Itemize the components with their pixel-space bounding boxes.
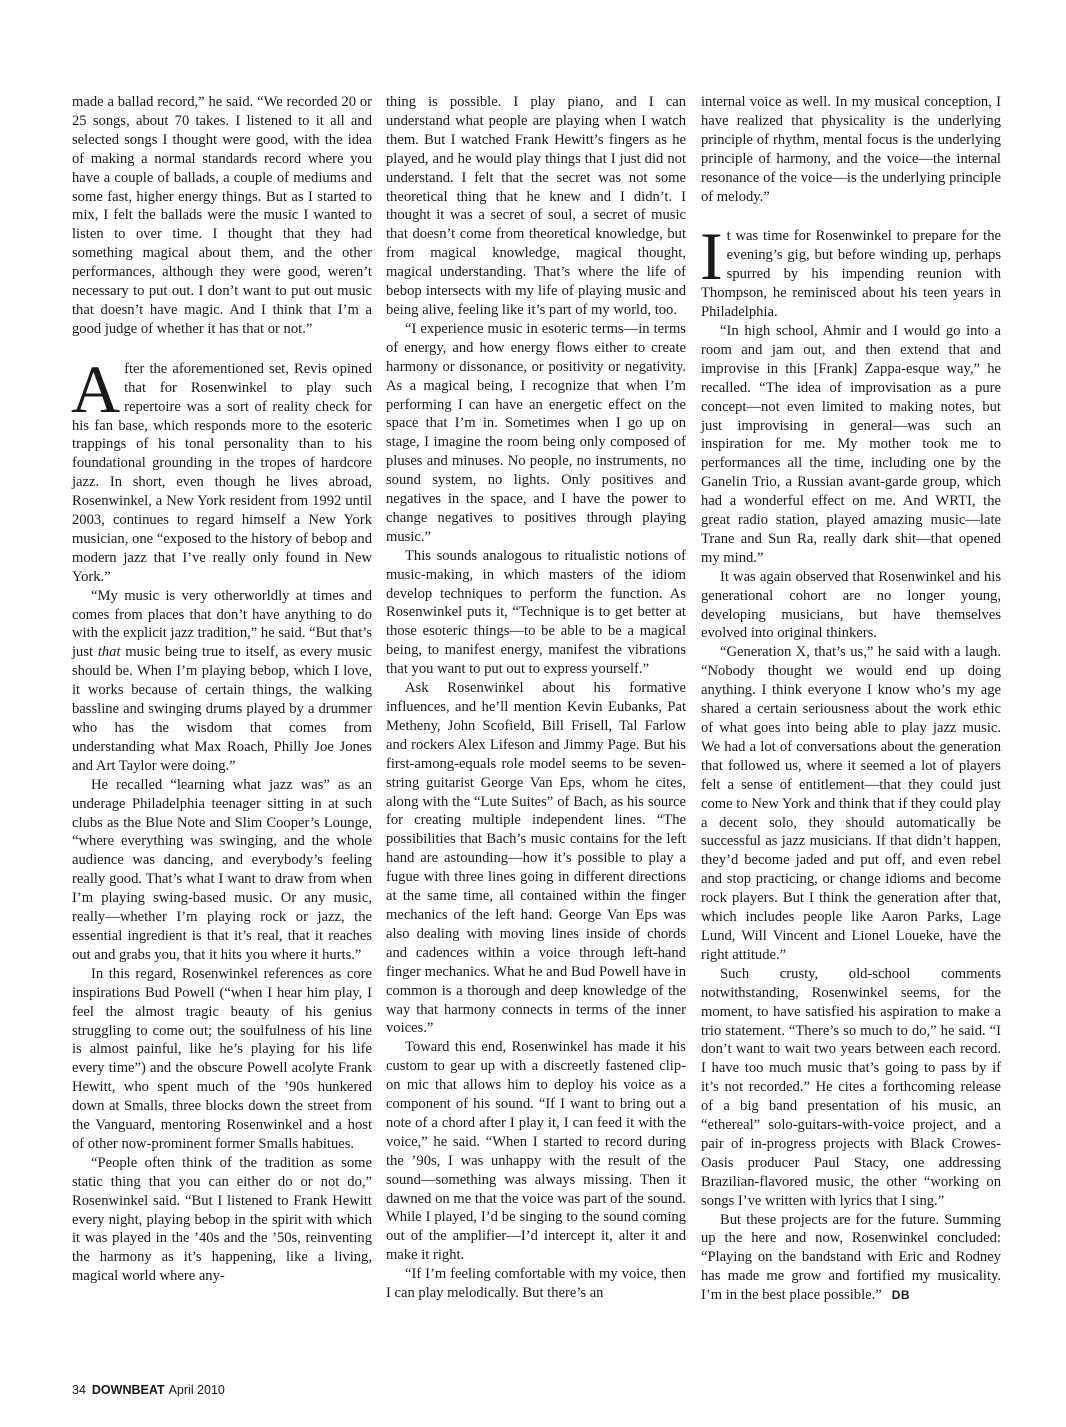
paragraph-text: “My music is very otherworldly at times and comes from places that don’t have anything to do with the explicit jazz tradition,” he said. “But that’s just [72, 587, 372, 661]
article-column-3 [701, 93, 1001, 1305]
paragraph-text: fter the aforementioned set, Revis opined that for Rosenwinkel to play such repertoire was a sort of reality check for his fan base, which responds more to the esoteric trappings of his tonal personality than to his foundational grounding in the tropes of hardcore jazz. In short, even though he lives abroad, Rosenwinkel, a New York resident from 1992 until 2003, continues to regard himself a New York musician, one “exposed to the history of bebop and modern jazz that I’ve really only found in New York.” [72, 360, 372, 585]
paragraph-text: t was time for Rosenwinkel to prepare for the evening’s gig, but before winding up, perhaps spurred by his impending reunion with Thompson, he reminisced about his teen years in Philadelphia. [701, 228, 1001, 321]
page-number: 34 [72, 1383, 86, 1397]
paragraph-text: But these projects are for the future. Summing up the here and now, Rosenwinkel concluded: “Playing on the bandstand with Eric and Rodney has made me grow and fortified my musicality. I’m in the best place possible.” [701, 1211, 1001, 1304]
paragraph: It was again observed that Rosenwinkel and his generational cohort are no longer young, developing musicians, but have themselves evolved into original thinkers. [701, 568, 1001, 642]
paragraph: internal voice as well. In my musical conception, I have realized that physicality is the underlying principle of rhythm, mental focus is the underlying principle of harmony, and the voice—the internal resonance of the voice—is the underlying principle of melody.” [701, 94, 1001, 205]
paragraph [72, 587, 372, 776]
issue-date: April 2010 [168, 1383, 225, 1397]
magazine-name: DOWNBEAT [91, 1383, 165, 1397]
paragraph: Toward this end, Rosenwinkel has made it his custom to gear up with a discreetly fastened clip-on mic that allows him to deploy his voice as a component of his sound. “If I want to bring out a note of a chord after I play it, I can feed it with the voice,” he said. “When I started to record during the ’90s, I was unhappy with the result of the sound—something was always missing. Then it dawned on me that the voice was part of the sound. While I played, I’d be singing to the sound coming out of the amplifier—I’d intercept it, alter it and make it right. [386, 1039, 686, 1264]
drop-cap: A [71, 350, 121, 427]
paragraph: This sounds analogous to ritualistic notions of music-making, in which masters of the idiom develop techniques to perform the function. As Rosenwinkel puts it, “Technique is to get better at those esoteric things—to be able to be a magical being, to manifest energy, manifest the vibrations that you want to put out to express yourself.” [386, 547, 686, 678]
paragraph: Ask Rosenwinkel about his formative influences, and he’ll mention Kevin Eubanks, Pat Metheny, John Scofield, Bill Frisell, Tal Farlow and rockers Alex Lifeson and Jimmy Page. But his first-among-equals role model seems to be seven-string guitarist George Van Eps, whom he cites, along with the “Lute Suites” of Bach, as his source for creating multiple independent lines. “The possibilities that Bach’s music contains for the left hand are astounding—how it’s possible to play a fugue with three lines going in different directions at the same time, all contained within the finger mechanics of the left hand. George Van Eps was also dealing with moving lines inside of chords and cadences within a voice through left-hand finger mechanics. What he and Bud Powell have in common is a thorough and deep knowledge of the way that harmony connects in terms of the inner voices.” [386, 680, 686, 1037]
drop-cap: I [700, 218, 723, 295]
end-mark: DB [891, 1288, 911, 1303]
paragraph [701, 1211, 1001, 1306]
paragraph: “In high school, Ahmir and I would go into a room and jam out, and then extend that and improvise in this [Frank] Zappa-esque way,” he recalled. “The idea of improvisation as a pure concept—not even limited to making notes, but just improvising in general—was such an inspiration for me. My mother took me to performances all the time, including one by the Ganelin Trio, a Russian avant-garde group, which had a wonderful effect on me. And WRTI, the great radio station, played amazing music—late Trane and Sun Ra, really dark shit—that opened my mind.” [701, 322, 1001, 566]
paragraph-text: music being true to itself, as every music should be. When I’m playing bebop, which I love, it works because of certain things, the walking bassline and swinging drums played by a drummer who has the wisdom that comes from understanding what Max Roach, Philly Joe Jones and Art Taylor were doing.” [72, 644, 373, 774]
paragraph-dropcap [71, 350, 372, 587]
paragraph: “If I’m feeling comfortable with my voice, then I can play melodically. But there’s an [386, 1266, 686, 1302]
paragraph: “I experience music in esoteric terms—in terms of energy, and how energy flows either to create harmony or dissonance, or positivity or negativity. As a magical being, I recognize that when I’m performing I can have an energetic effect on the space that I’m in. Sometimes when I go up on stage, I imagine the room being only composed of pluses and minuses. No people, no instruments, no sound system, no lights. Only positives and negatives in the space, and I have the power to change negatives to positives through playing music.” [386, 320, 686, 545]
paragraph: thing is possible. I play piano, and I can understand what people are playing when I watch them. But I watched Frank Hewitt’s fingers as he played, and he would play things that I just did not understand. I felt that the secret was not some theoretical thing that he knew and I didn’t. I thought it was a secret of soul, a secret of music that doesn’t come from theoretical knowledge, but from magical knowledge, magical thought, magical understanding. That’s where the life of bebop intersects with my life of playing music and being alive, feeling like it’s part of my world, too. [386, 94, 686, 318]
paragraph: He recalled “learning what jazz was” as an underage Philadelphia teenager sitting in at such clubs as the Blue Note and Slim Cooper’s Lounge, “where everything was swinging, and the whole audience was dancing, and everybody’s feeling really good. That’s what I want to draw from when I’m playing swing-based music. Or any music, really—whether I’m playing rock or jazz, the essential ingredient is that it’s real, that it reaches out and grabs you, that it hits you where it hurts.” [72, 776, 372, 963]
paragraph-dropcap [700, 218, 1001, 322]
paragraph: In this regard, Rosenwinkel references as core inspirations Bud Powell (“when I hear him play, I feel the almost tragic beauty of his genius struggling to come out; the soulfulness of his line is almost painful, like he’s playing for his life every time”) and the obscure Powell acolyte Frank Hewitt, who spent much of the ’90s hunkered down at Smalls, three blocks down the street from the Vanguard, mentoring Rosenwinkel and a host of other now-prominent former Smalls habitues. [72, 965, 372, 1152]
paragraph: “Generation X, that’s us,” he said with a laugh. “Nobody thought we would end up doing anything. I think everyone I know who’s my age shared a certain seriousness about the work ethic of what goes into being able to play jazz music. We had a lot of conversations about the generation that followed us, where it seemed a lot of players felt a sense of entitlement—that they could just come to New York and think that if they could play a decent solo, they should automatically be successful as jazz musicians. If that didn’t happen, they’d become jaded and put off, and even rebel and stop practicing, or change idioms and become rock players. But I think the generation after that, which includes people like Aaron Parks, Lage Lund, Will Vincent and Lionel Loueke, have the right attitude.” [701, 644, 1001, 963]
emphasis-text: that [97, 644, 121, 661]
article-column-2 [386, 93, 686, 1303]
paragraph: made a ballad record,” he said. “We recorded 20 or 25 songs, about 70 takes. I listened to it all and selected songs I thought were good, with the idea of making a normal standards record where you have a couple of ballads, a couple of mediums and some fast, higher energy things. But as I started to mix, I felt the ballads were the music I wanted to listen to over time. I thought that they had something magical about them, and the other performances, although they were good, weren’t necessary to put out. I don’t want to put out music that doesn’t have magic. And I think that I’m a good judge of whether it has that or not.” [72, 94, 372, 337]
paragraph: Such crusty, old-school comments notwithstanding, Rosenwinkel seems, for the moment, to have satisfied his aspiration to make a trio statement. “There’s so much to do,” he said. “I don’t want to wait two years between each record. I have too much music that’s going to pass by if it’s not recorded.” He cites a forthcoming release of a big band presentation of his music, an “ethereal” solo-guitars-with-voice project, and a pair of in-progress projects with Black Crowes-Oasis producer Paul Stacy, one addressing Brazilian-flavored music, the other “working on songs I’ve written with lyrics that I sing.” [701, 965, 1001, 1209]
page-footer [72, 1383, 225, 1397]
paragraph: “People often think of the tradition as some static thing that you can either do or not do,” Rosenwinkel said. “But I listened to Frank Hewitt every night, playing bebop in the spirit with which it was played in the ’40s and the ’50s, reinventing the harmony as it’s happening, like a living, magical world where any- [72, 1154, 372, 1285]
article-column-1 [72, 93, 372, 1286]
